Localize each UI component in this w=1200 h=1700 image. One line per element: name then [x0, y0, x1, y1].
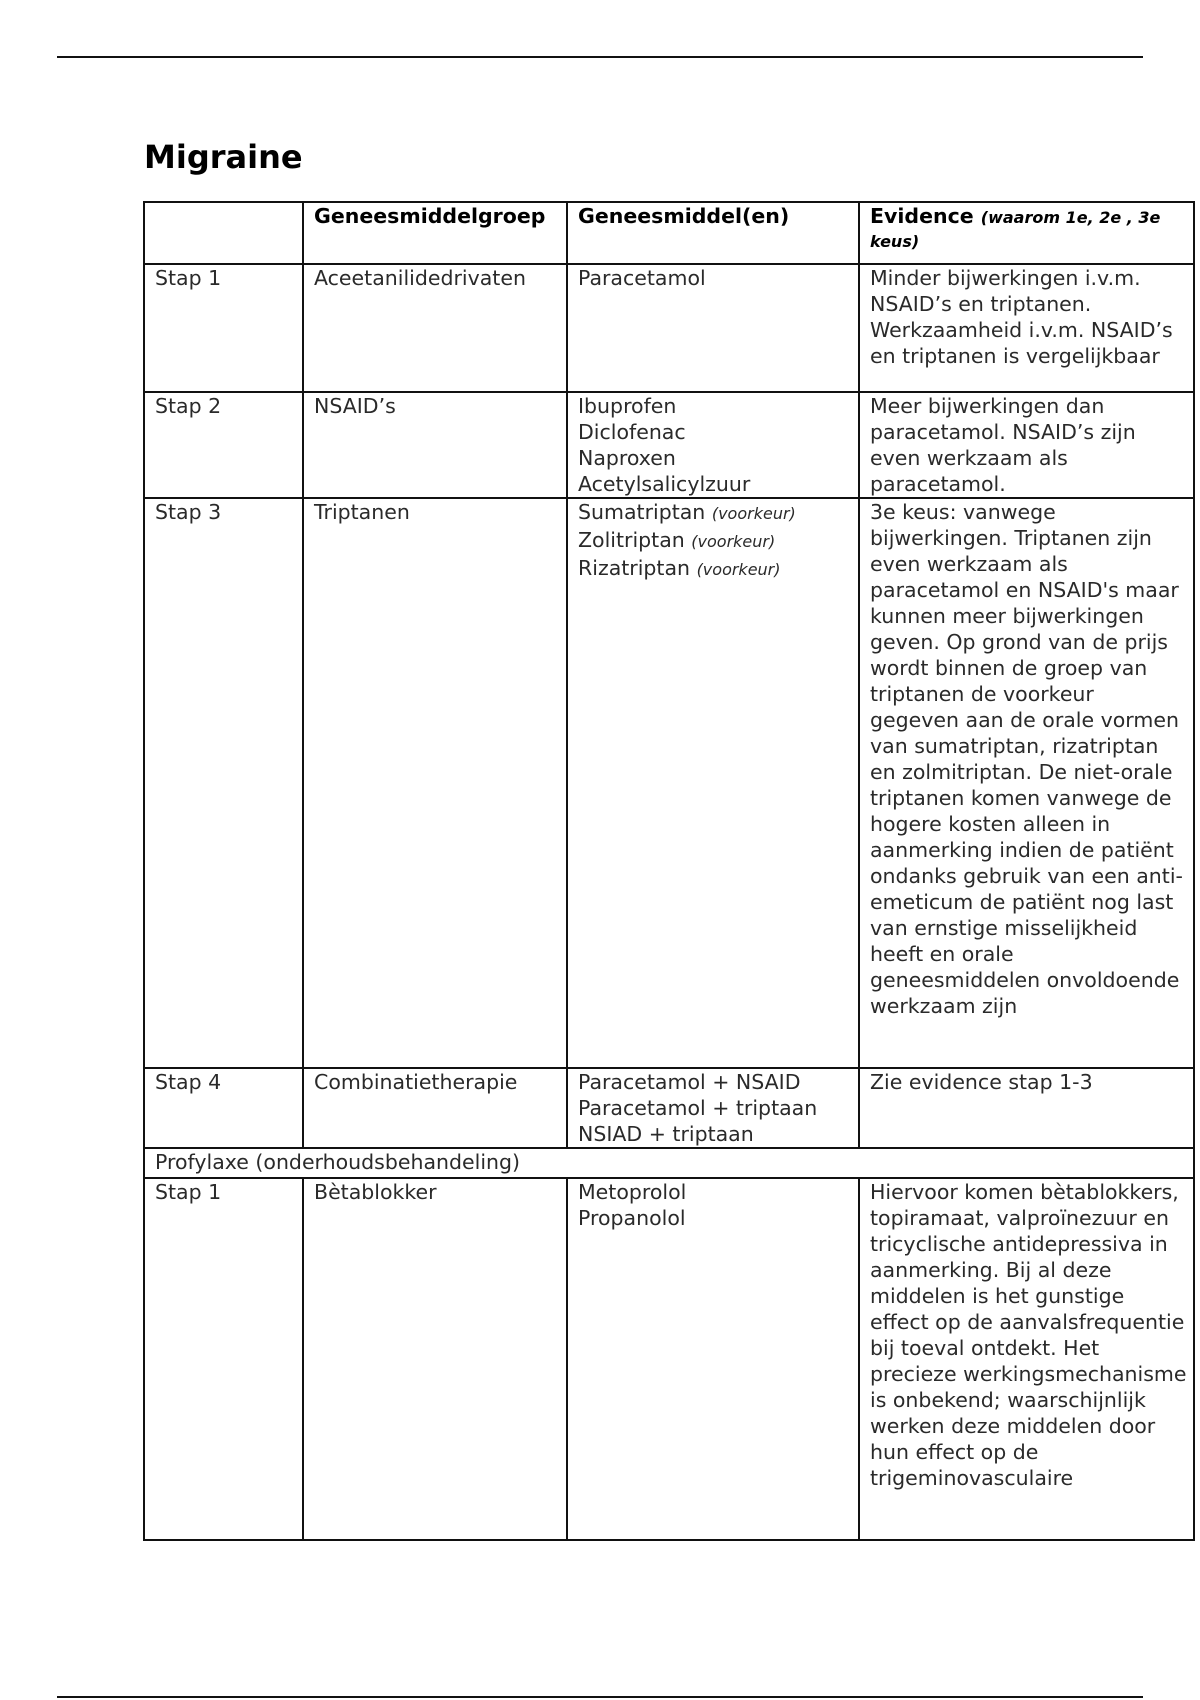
drug-name: Paracetamol + triptaan: [578, 1096, 818, 1120]
drug-item: [578, 555, 852, 583]
drug-group: NSAID’s: [303, 392, 567, 498]
preference-note: (voorkeur): [711, 504, 796, 523]
drug-item: [578, 499, 852, 527]
header-drugs: Geneesmiddel(en): [567, 202, 859, 264]
drug-name: Ibuprofen: [578, 394, 677, 418]
drug-list: [567, 1178, 859, 1540]
drug-name: Zolitriptan: [578, 528, 685, 552]
header-evidence: [859, 202, 1194, 264]
drug-name: Paracetamol + NSAID: [578, 1070, 801, 1094]
table-row: [144, 498, 1194, 1068]
header-rule: [57, 56, 1143, 58]
table-row: [144, 1068, 1194, 1148]
drug-name: Paracetamol: [578, 266, 706, 290]
header-empty-cell: [144, 202, 303, 264]
drug-name: Propanolol: [578, 1206, 686, 1230]
drug-name: Metoprolol: [578, 1180, 687, 1204]
drug-group: Bètablokker: [303, 1178, 567, 1540]
drug-list: [567, 1068, 859, 1148]
drug-list: [567, 498, 859, 1068]
section-header-row: [144, 1148, 1194, 1178]
drug-list: [567, 264, 859, 392]
evidence-text: Hiervoor komen bètablokkers, topiramaat, valproïnezuur en tricyclische antidepressiva in aanmerking. Bij al deze middelen is het gunstige effect op de aanvalsfrequentie bij toeval ontdekt. Het precieze werkingsmechanisme is onbekend; waarschijnlijk werken deze middelen door hun effect op de trigeminovasculaire: [859, 1178, 1194, 1540]
evidence-text: Minder bijwerkingen i.v.m. NSAID’s en triptanen. Werkzaamheid i.v.m. NSAID’s en triptanen is vergelijkbaar: [859, 264, 1194, 392]
step-label: Stap 3: [144, 498, 303, 1068]
drug-group: Triptanen: [303, 498, 567, 1068]
table-header-row: [144, 202, 1194, 264]
header-group: Geneesmiddelgroep: [303, 202, 567, 264]
drug-name: Diclofenac: [578, 420, 686, 444]
evidence-text: Meer bijwerkingen dan paracetamol. NSAID’s zijn even werkzaam als paracetamol.: [859, 392, 1194, 498]
drug-group: Aceetanilidedrivaten: [303, 264, 567, 392]
header-evidence-label: Evidence: [870, 204, 974, 228]
page-title: Migraine: [144, 138, 303, 176]
step-label: Stap 1: [144, 1178, 303, 1540]
drug-name: Rizatriptan: [578, 556, 691, 580]
footer-rule: [57, 1696, 1143, 1698]
table-row: [144, 264, 1194, 392]
evidence-text: 3e keus: vanwege bijwerkingen. Triptanen zijn even werkzaam als paracetamol en NSAID's maar kunnen meer bijwerkingen geven. Op grond van de prijs wordt binnen de groep van triptanen de voorkeur gegeven aan de orale vormen van sumatriptan, rizatriptan en zolmitriptan. De niet-orale triptanen komen vanwege de hogere kosten alleen in aanmerking indien de patiënt ondanks gebruik van een anti-emeticum de patiënt nog last van ernstige misselijkheid heeft en orale geneesmiddelen onvoldoende werkzaam zijn: [859, 498, 1194, 1068]
evidence-text: Zie evidence stap 1-3: [859, 1068, 1194, 1148]
treatment-table: [143, 201, 1195, 1541]
drug-name: Acetylsalicylzuur: [578, 472, 751, 496]
section-heading: Profylaxe (onderhoudsbehandeling): [144, 1148, 1194, 1178]
drug-name: NSIAD + triptaan: [578, 1122, 754, 1146]
drug-name: Naproxen: [578, 446, 676, 470]
step-label: Stap 1: [144, 264, 303, 392]
drug-group: Combinatietherapie: [303, 1068, 567, 1148]
preference-note: (voorkeur): [696, 560, 781, 579]
preference-note: (voorkeur): [691, 532, 776, 551]
header-evidence-hint: (waarom 1e, 2e , 3e keus): [870, 208, 1161, 251]
step-label: Stap 2: [144, 392, 303, 498]
table-row: [144, 1178, 1194, 1540]
step-label: Stap 4: [144, 1068, 303, 1148]
drug-list: [567, 392, 859, 498]
table-row: [144, 392, 1194, 498]
drug-item: [578, 527, 852, 555]
drug-name: Sumatriptan: [578, 500, 706, 524]
